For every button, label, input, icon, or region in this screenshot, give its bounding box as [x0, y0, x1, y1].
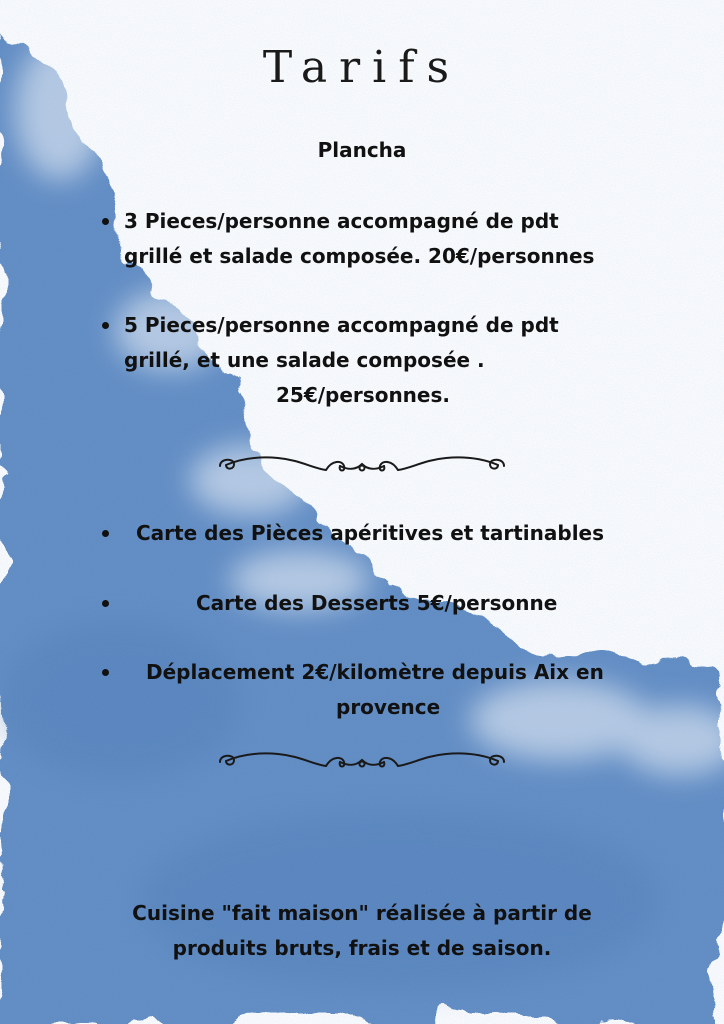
item-line: grillé et salade composée. 20€/personnes — [124, 244, 595, 268]
ornamental-divider — [216, 744, 508, 776]
item-line: 5 Pieces/personne accompagné de pdt — [124, 313, 559, 337]
item-line: Carte des Pièces apéritives et tartinables — [136, 521, 605, 545]
section-title-plancha: Plancha — [317, 138, 407, 162]
bullet-icon — [102, 218, 109, 225]
item-line: grillé, et une salade composée . — [124, 348, 485, 372]
item-line: Déplacement 2€/kilomètre depuis Aix en — [146, 660, 604, 684]
bullet-icon — [102, 530, 109, 537]
list-item-deplacement — [146, 655, 604, 725]
bullet-icon — [102, 669, 109, 676]
item-line: 3 Pieces/personne accompagné de pdt — [124, 209, 559, 233]
footer-line: Cuisine "fait maison" réalisée à partir de — [132, 901, 592, 925]
bullet-icon — [102, 600, 109, 607]
item-line: provence — [336, 695, 441, 719]
footer-line: produits bruts, frais et de saison. — [172, 936, 552, 960]
list-item-desserts — [196, 586, 557, 621]
page-title: Tarifs — [262, 42, 462, 93]
list-item-pieces-aperitives — [136, 516, 604, 551]
bullet-icon — [102, 322, 109, 329]
list-item-plancha-3-pieces — [124, 204, 594, 274]
ornamental-divider — [216, 448, 508, 480]
list-item-plancha-5-pieces — [124, 308, 559, 413]
item-price: 25€/personnes. — [276, 383, 450, 407]
item-line: Carte des Desserts 5€/personne — [196, 591, 558, 615]
footer-note — [0, 896, 724, 966]
